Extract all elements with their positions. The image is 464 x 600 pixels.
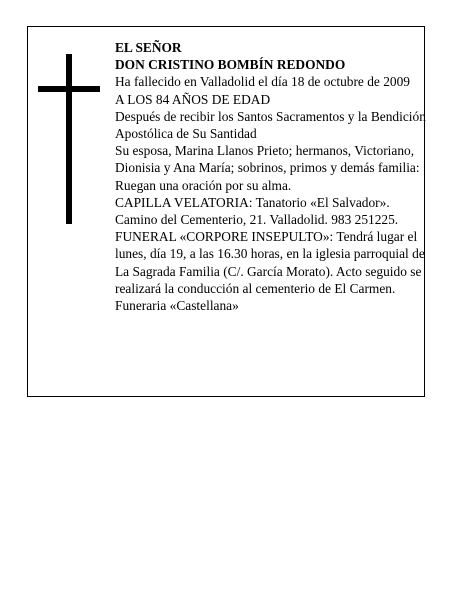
obituary-text bbox=[115, 39, 427, 314]
funeral-info: FUNERAL «CORPORE INSEPULTO»: Tendrá lugar el lunes, día 19, a las 16.30 horas, en la iglesia parroquial de La Sagrada Familia (C/. García Morato). Acto seguido se realizará la conducción al cementerio de El Carmen. bbox=[115, 229, 425, 296]
funeral-home: Funeraria «Castellana» bbox=[115, 298, 239, 314]
title-line-1: EL SEÑOR bbox=[115, 40, 182, 55]
latin-cross-icon bbox=[38, 54, 102, 224]
deceased-name: DON CRISTINO BOMBÍN REDONDO bbox=[115, 57, 346, 73]
chapel-info: CAPILLA VELATORIA: Tanatorio «El Salvador». Camino del Cementerio, 21. Valladolid. 983 251225. bbox=[115, 194, 399, 228]
sacraments-statement: Después de recibir los Santos Sacramentos y la Bendición Apostólica de Su Santidad bbox=[115, 108, 426, 142]
family-statement: Su esposa, Marina Llanos Prieto; hermanos, Victoriano, Dionisia y Ana María; sobrinos, primos y demás familia: bbox=[115, 143, 420, 176]
cross-horizontal-bar bbox=[38, 86, 100, 92]
age-statement: A LOS 84 AÑOS DE EDAD bbox=[115, 91, 271, 107]
cross-vertical-bar bbox=[66, 54, 72, 224]
obituary-notice bbox=[27, 26, 425, 397]
prayer-request: Ruegan una oración por su alma. bbox=[115, 177, 292, 193]
death-statement: Ha fallecido en Valladolid el día 18 de octubre de 2009 bbox=[115, 74, 410, 90]
